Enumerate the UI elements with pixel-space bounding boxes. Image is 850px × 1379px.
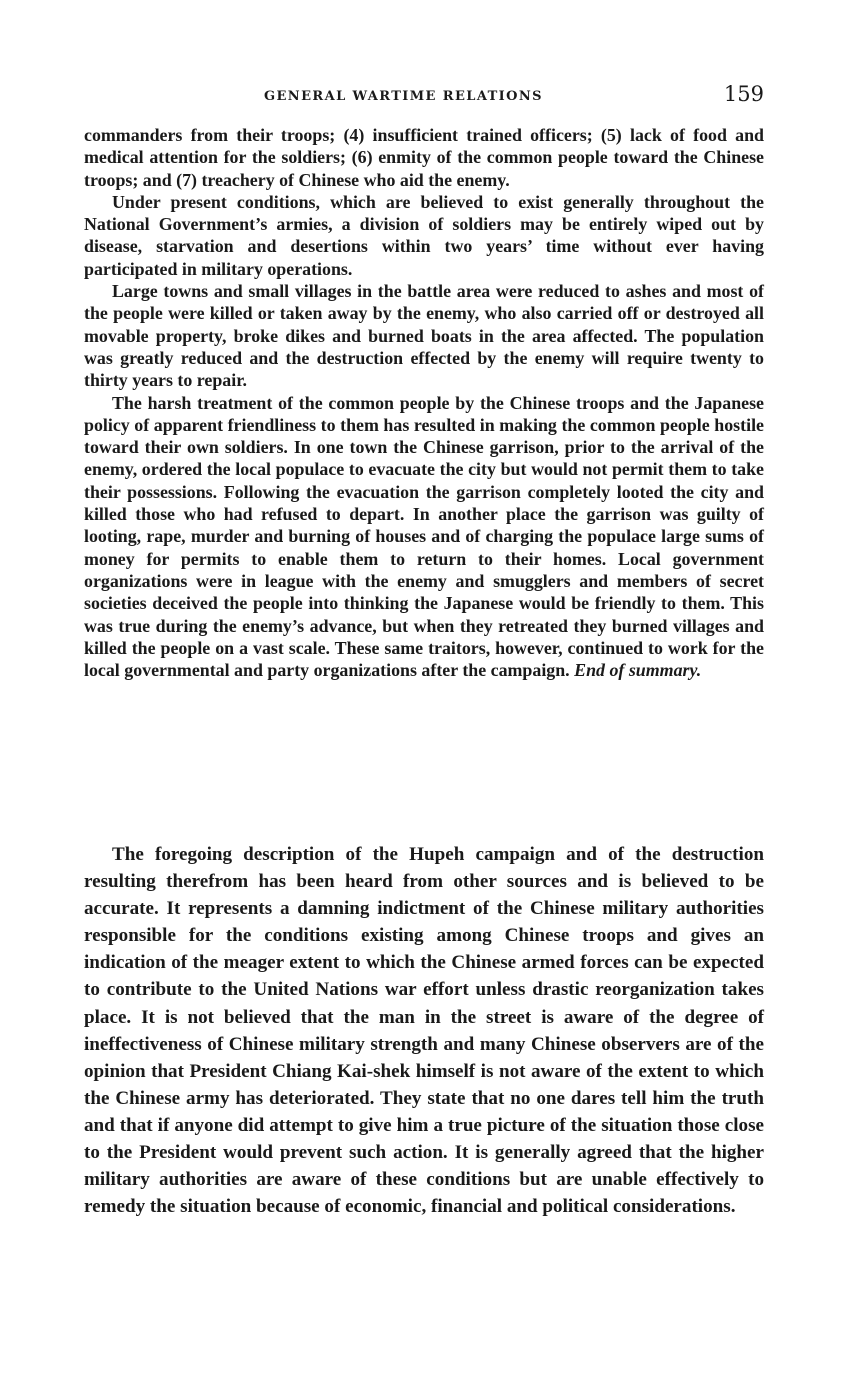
page-number: 159	[723, 82, 764, 106]
body-block	[84, 841, 764, 1220]
summary-paragraph-1: commanders from their troops; (4) insufficient trained officers; (5) lack of food and medical attention for the soldiers; (6) enmity of the common people toward the Chinese troops; and (7) treachery of Chinese who aid the enemy.	[84, 125, 764, 190]
end-of-summary-marker: End of summary.	[574, 660, 702, 681]
summary-block	[84, 124, 764, 681]
summary-paragraph-4	[84, 392, 764, 682]
body-paragraph-1: The foregoing description of the Hupeh campaign and of the destruction resulting therefrom has been heard from other sources and is believed to be accurate. It represents a damning indictment of the Chinese military authorities responsible for the conditions existing among Chinese troops and gives an indication of the meager extent to which the Chinese armed forces can be expected to contribute to the United Nations war effort unless drastic reorganization takes place. It is not believed that the man in the street is aware of the degree of ineffectiveness of Chinese military strength and many Chinese observers are of the opinion that President Chiang Kai-shek himself is not aware of the extent to which the Chinese army has deteriorated. They state that no one dares tell him the truth and that if anyone did attempt to give him a true picture of the situation those close to the President would prevent such action. It is generally agreed that the higher military authorities are aware of these conditions but are unable effectively to remedy the situation because of economic, financial and political considerations.	[84, 844, 764, 1218]
running-head	[84, 82, 764, 110]
summary-paragraph-3: Large towns and small villages in the battle area were reduced to ashes and most of the people were killed or taken away by the enemy, who also carried off or destroyed all movable property, broke dikes and burned boats in the area affected. The population was greatly reduced and the destruction effected by the enemy will require twenty to thirty years to repair.	[84, 281, 764, 391]
summary-paragraph-4-text: The harsh treatment of the common people by the Chinese troops and the Japanese policy of apparent friendliness to them has resulted in making the common people hostile toward their own soldiers. In one town the Chinese garrison, prior to the arrival of the enemy, ordered the local populace to evacuate the city but would not permit them to take their possessions. Following the evacuation the garrison completely looted the city and killed those who had refused to depart. In another place the garrison was guilty of looting, rape, murder and burning of houses and of charging the populace large sums of money for permits to enable them to return to their homes. Local government organizations were in league with the enemy and smugglers and members of secret societies deceived the people into thinking the Japanese would be friendly to them. This was true during the enemy’s advance, but when they retreated they burned villages and killed the people on a vast scale. These same traitors, however, continued to work for the local governmental and party organizations after the campaign.	[84, 392, 764, 681]
summary-paragraph-2: Under present conditions, which are believed to exist generally throughout the National Government’s armies, a division of soldiers may be entirely wiped out by disease, starvation and desertions within two years’ time without ever having participated in military operations.	[84, 191, 764, 279]
running-title: GENERAL WARTIME RELATIONS	[264, 89, 543, 104]
